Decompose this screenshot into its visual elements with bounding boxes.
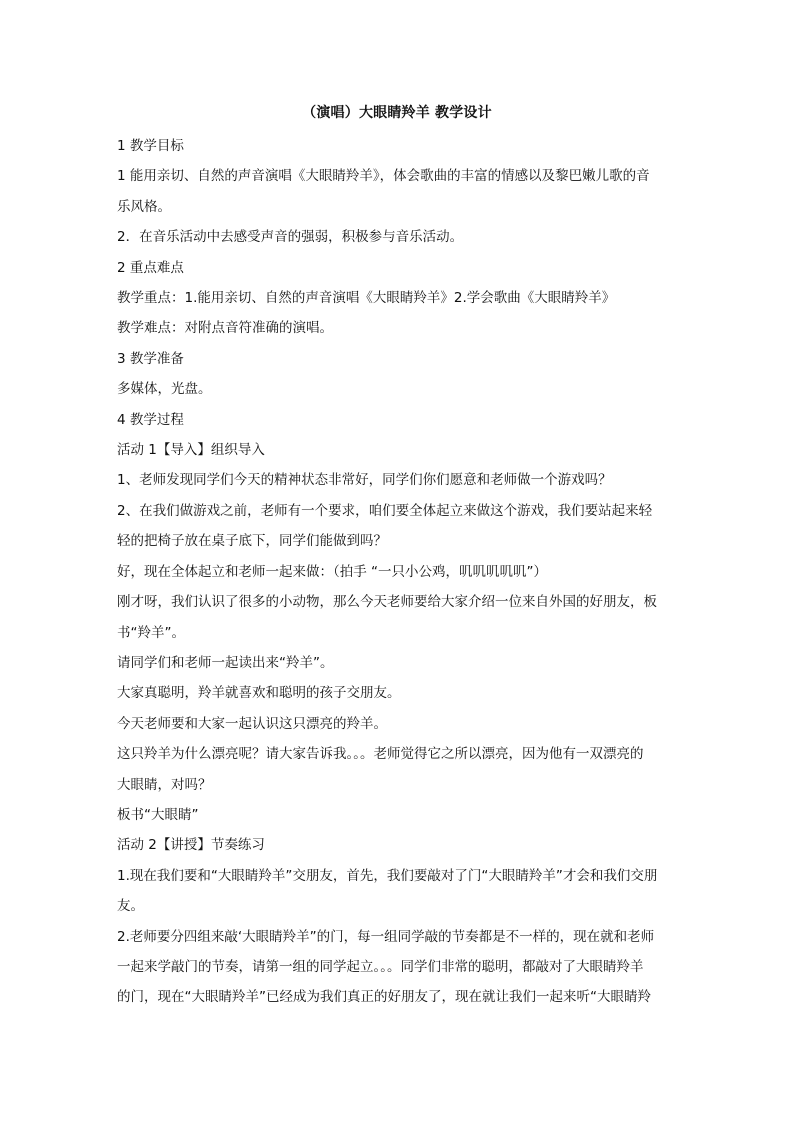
document-body	[117, 131, 682, 1013]
paragraph-line: 1、老师发现同学们今天的精神状态非常好，同学们你们愿意和老师做一个游戏吗？	[117, 472, 612, 489]
paragraph-line: 书“羚羊”。	[117, 624, 185, 641]
paragraph-line: 一起来学敲门的节奏，请第一组的同学起立。。。同学们非常的聪明，都敲对了大眼睛羚羊	[117, 958, 644, 975]
paragraph-line: 这只羚羊为什么漂亮呢？请大家告诉我。。。老师觉得它之所以漂亮，因为他有一双漂亮的	[117, 746, 644, 763]
paragraph-line: 板书“大眼睛”	[117, 806, 199, 823]
paragraph-line: 好，现在全体起立和老师一起来做：（拍手 “一只小公鸡，叽叽叽叽叽”）	[117, 563, 548, 580]
paragraph-line: 刚才呀，我们认识了很多的小动物，那么今天老师要给大家介绍一位来自外国的好朋友，板	[117, 594, 657, 611]
paragraph-line: 乐风格。	[117, 198, 171, 215]
paragraph-line: 今天老师要和大家一起认识这只漂亮的羚羊。	[117, 715, 387, 732]
paragraph-line: 1 能用亲切、自然的声音演唱《大眼睛羚羊》，体会歌曲的丰富的情感以及黎巴嫩儿歌的音	[117, 168, 650, 185]
document-title: （演唱）大眼睛羚羊 教学设计	[302, 105, 492, 121]
paragraph-line: 友。	[117, 898, 144, 915]
paragraph-line: 大家真聪明，羚羊就喜欢和聪明的孩子交朋友。	[117, 685, 401, 702]
paragraph-line: 教学重点：1.能用亲切、自然的声音演唱《大眼睛羚羊》2.学会歌曲《大眼睛羚羊》	[117, 290, 616, 307]
paragraph-line: 轻的把椅子放在桌子底下，同学们能做到吗？	[117, 533, 387, 550]
paragraph-line: 教学难点：对附点音符准确的演唱。	[117, 320, 333, 337]
activity-heading-1: 活动 1【导入】组织导入	[117, 442, 265, 459]
paragraph-line: 请同学们和老师一起读出来“羚羊”。	[117, 654, 334, 671]
paragraph-line: 1.现在我们要和“大眼睛羚羊”交朋友，首先，我们要敲对了门“大眼睛羚羊”才会和我们交朋	[117, 867, 658, 884]
section-heading-process: 4 教学过程	[117, 411, 184, 428]
section-heading-objectives: 1 教学目标	[117, 138, 184, 154]
paragraph-line: 多媒体，光盘。	[117, 381, 212, 398]
paragraph-line: 2、在我们做游戏之前，老师有一个要求，咱们要全体起立来做这个游戏，我们要站起来轻	[117, 502, 653, 519]
activity-heading-2: 活动 2【讲授】节奏练习	[117, 837, 265, 854]
paragraph-line: 2.老师要分四组来敲‘大眼睛羚羊”的门，每一组同学敲的节奏都是不一样的，现在就和老师	[117, 928, 655, 945]
paragraph-line: 的门，现在“大眼睛羚羊”已经成为我们真正的好朋友了，现在就让我们一起来听“大眼睛羚	[117, 989, 651, 1006]
paragraph-line: 2．在音乐活动中去感受声音的强弱，积极参与音乐活动。	[117, 229, 464, 246]
paragraph-line: 大眼睛，对吗？	[117, 776, 212, 793]
section-heading-key-points: 2 重点难点	[117, 259, 184, 276]
section-heading-preparation: 3 教学准备	[117, 350, 184, 367]
